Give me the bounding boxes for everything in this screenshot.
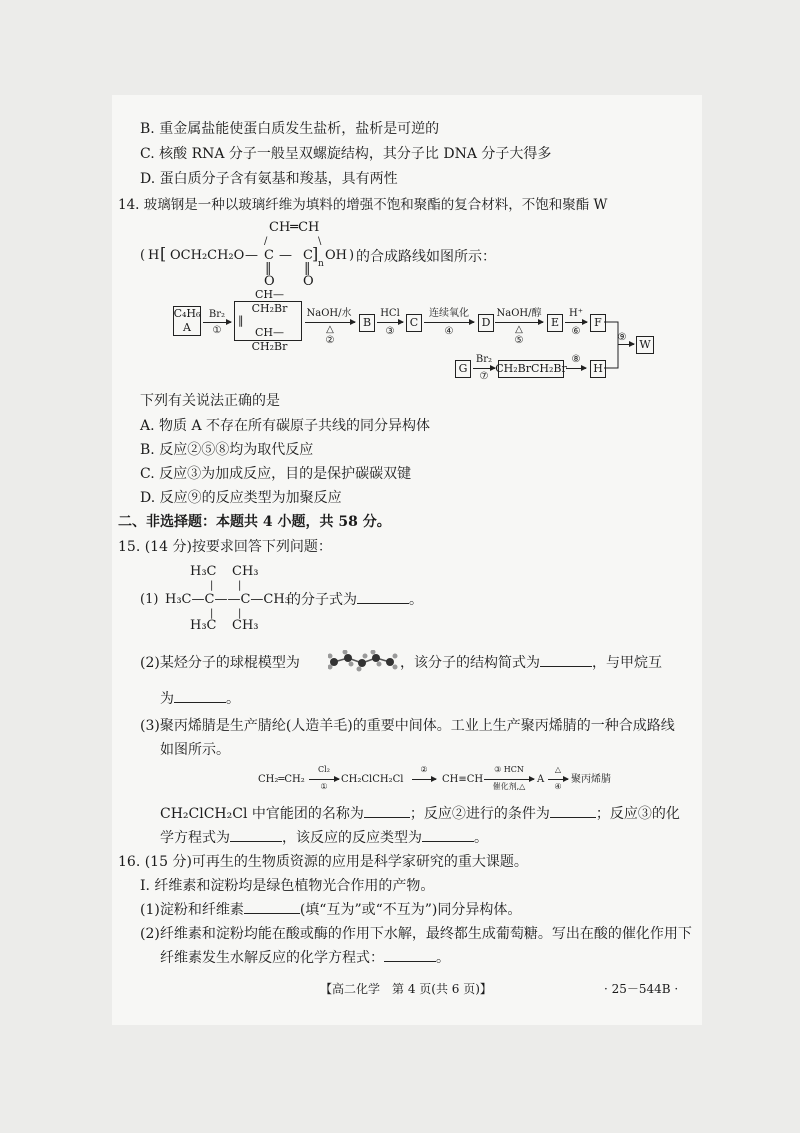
route-arrow4-top: △ (554, 765, 562, 774)
compound-g-box: G (455, 360, 471, 378)
struct-top: CH═CH (269, 220, 320, 235)
answer-blank-3[interactable] (174, 702, 226, 703)
struct-dbl-2: ‖ (304, 261, 311, 276)
dibromide-box (234, 288, 302, 353)
route-ethylene: CH₂═CH₂ (258, 774, 305, 785)
q16-part1: Ⅰ. 纤维素和淀粉均是绿色植物光合作用的产物。 (140, 878, 435, 894)
step-5: ⑤ (514, 335, 524, 346)
compound-b-box: B (359, 314, 375, 332)
route-arrow2-top: ② (420, 765, 428, 774)
reagent-1: Br₂ (208, 309, 226, 320)
q16-sub2-c-label: 。 (436, 950, 450, 966)
struct-bracket-right: ] (312, 244, 319, 263)
q16-sub1 (140, 901, 521, 919)
arrow-8 (566, 368, 586, 369)
q13-option-b: B. 重金属盐能使蛋白质发生盐析，盐析是可逆的 (140, 121, 440, 137)
compound-e-box: E (547, 314, 563, 332)
q15-part2-b-label: ，该分子的结构简式为 (400, 655, 540, 671)
struct-c2: C (303, 248, 313, 263)
route-arrow-2 (412, 779, 436, 780)
q14-option-b: B. 反应②⑤⑧均为取代反应 (140, 442, 314, 458)
q16-sub1-b: (填“互为”或“不互为”)同分异构体。 (299, 902, 522, 918)
merge-lines (604, 318, 638, 378)
part1-number: (1) (140, 592, 159, 607)
q15-part1-text (287, 591, 423, 609)
q15-part3-f-label: 学方程式为 (160, 830, 230, 846)
period-1: 。 (409, 592, 423, 608)
dibromoethane-box: CH₂BrCH₂Br (498, 360, 564, 378)
struct-oh: OH (325, 248, 347, 263)
answer-blank-8[interactable] (244, 913, 300, 914)
mol-bond-top-1: | (210, 580, 214, 591)
compound-a-label: A (183, 321, 191, 334)
mol-bond-top-2: | (238, 580, 242, 591)
q15-part2-d-label: 为 (160, 691, 174, 707)
struct-o-1: O (264, 274, 275, 289)
step-2: ② (325, 335, 335, 346)
mol-bond-bot-1: | (210, 608, 214, 619)
route-a: A (537, 774, 545, 785)
q16-sub1-a: (1)淀粉和纤维素 (140, 902, 244, 918)
q15-part3-c-label: CH₂ClCH₂Cl 中官能团的名称为 (160, 806, 364, 822)
route-arrow4-bottom: ④ (554, 782, 562, 791)
compound-w-box: W (636, 336, 654, 354)
struct-o-2: O (303, 274, 314, 289)
dibromide-bottom: CH—CH₂Br (251, 326, 288, 353)
struct-bond-1: — (245, 248, 258, 263)
mol-bond-bot-2: | (238, 608, 242, 619)
mol-ch3-bottom: CH₃ (232, 618, 259, 633)
cond-5: △ (515, 324, 523, 335)
footer-page-info: 【高二化学 第 4 页(共 6 页)】 (320, 982, 492, 996)
mol-h3c-top: H₃C (190, 564, 217, 579)
q14-option-c: C. 反应③为加成反应，目的是保护碳碳双键 (140, 466, 412, 482)
q16-sub2-b-label: 纤维素发生水解反应的化学方程式： (160, 950, 384, 966)
ball-and-stick-model-image (328, 650, 398, 672)
mol-main-chain: H₃C—C——C—CH₃ (165, 592, 290, 607)
q15-part3-d-label: ；反应②进行的条件为 (409, 806, 550, 822)
struct-n: n (318, 259, 324, 269)
mol-h3c-bottom: H₃C (190, 618, 217, 633)
answer-blank-2[interactable] (540, 666, 592, 667)
reagent-2: NaOH/水 (306, 308, 352, 319)
compound-d-box: D (478, 314, 494, 332)
route-arrow3-bottom: 催化剂,△ (492, 782, 526, 791)
compound-a-box (173, 306, 201, 336)
step-1: ① (212, 325, 222, 336)
q14-option-a: A. 物质 A 不存在所有碳原子共线的同分异构体 (140, 418, 431, 434)
q16-sub2-a: (2)纤维素和淀粉均能在酸或酶的作用下水解，最终都生成葡萄糖。写出在酸的催化作用下 (140, 926, 692, 942)
step-7: ⑦ (479, 371, 489, 382)
period-2: 。 (226, 691, 240, 707)
q15-part3-g-label: ，该反应的反应类型为 (282, 830, 422, 846)
answer-blank-4[interactable] (364, 817, 410, 818)
q15-part2-b (400, 654, 662, 672)
route-arrow-3 (484, 779, 534, 780)
q14-stem: 14. 玻璃钢是一种以玻璃纤维为填料的增强不饱和聚酯的复合材料，不饱和聚酯 W (118, 197, 608, 213)
q15-part2-c-label: ，与甲烷互 (592, 655, 662, 671)
struct-bond-2: — (279, 248, 292, 263)
reagent-7: Br₂ (475, 354, 493, 365)
q15-part3-e-label: ；反应③的化 (595, 806, 680, 822)
arrow-4 (424, 322, 474, 323)
dibromide-bond: ‖ (238, 314, 244, 327)
answer-blank-9[interactable] (384, 961, 436, 962)
mol-ch3-top: CH₃ (232, 564, 259, 579)
compound-f-box: F (590, 314, 606, 332)
q15-part1-label: 的分子式为 (287, 592, 357, 608)
section-heading: 二、非选择题：本题共 4 小题，共 58 分。 (118, 514, 391, 530)
arrow-3 (377, 322, 403, 323)
struct-c1: C (264, 248, 274, 263)
answer-blank-5[interactable] (550, 817, 596, 818)
arrow-2 (305, 322, 355, 323)
struct-close: ) (349, 248, 355, 263)
q15-part2-d (160, 690, 240, 708)
arrow-1 (203, 322, 231, 323)
struct-bracket-left: [ (160, 244, 167, 263)
q14-question: 下列有关说法正确的是 (140, 393, 280, 409)
reagent-3: HCl (380, 308, 400, 319)
route-arrow-1 (309, 779, 339, 780)
arrow-6 (565, 322, 587, 323)
struct-bond-left: / (264, 236, 268, 247)
struct-repeat-start: OCH₂CH₂O (170, 248, 245, 263)
struct-bond-right: \ (318, 236, 322, 247)
struct-h: H (148, 248, 160, 263)
footer-code: · 25－544B · (604, 982, 679, 996)
q14-stem-2: 的合成路线如图所示： (356, 249, 496, 265)
q15-stem: 15. (14 分)按要求回答下列问题： (118, 539, 332, 555)
reagent-6: H⁺ (569, 308, 583, 319)
q15-part3-c (160, 805, 680, 823)
arrow-9 (618, 344, 634, 345)
route-arrow1-top: Cl₂ (318, 765, 330, 774)
q15-part2-a: (2)某烃分子的球棍模型为 (140, 655, 300, 671)
arrow-5 (495, 322, 543, 323)
struct-dbl-1: ‖ (265, 261, 272, 276)
route-polyacrylonitrile: 聚丙烯腈 (571, 774, 611, 785)
q13-option-d: D. 蛋白质分子含有氨基和羧基，具有两性 (140, 171, 398, 187)
q15-part3-b: 如图所示。 (160, 742, 230, 758)
q15-part3-f (160, 829, 488, 847)
q16-stem: 16. (15 分)可再生的生物质资源的应用是科学家研究的重大课题。 (118, 854, 528, 870)
step-3: ③ (385, 326, 395, 337)
compound-h-box: H (590, 360, 606, 378)
route-dichloroethane: CH₂ClCH₂Cl (341, 774, 404, 785)
q13-option-c: C. 核酸 RNA 分子一般呈双螺旋结构，其分子比 DNA 分子大得多 (140, 146, 552, 162)
struct-open: ( (140, 248, 146, 263)
step-8: ⑧ (571, 354, 581, 365)
route-arrow1-bottom: ① (320, 782, 328, 791)
arrow-7 (473, 368, 495, 369)
compound-a-formula: C₄H₆ (173, 307, 201, 320)
route-arrow-4 (548, 779, 568, 780)
reagent-5: NaOH/醇 (496, 308, 542, 319)
answer-blank-1[interactable] (357, 603, 409, 604)
q16-sub2-b (160, 949, 450, 967)
q14-option-d: D. 反应⑨的反应类型为加聚反应 (140, 490, 342, 506)
step-6: ⑥ (571, 326, 581, 337)
route-acetylene: CH≡CH (442, 774, 484, 785)
compound-c-box: C (406, 314, 422, 332)
route-arrow3-top: ③ HCN (494, 765, 524, 774)
answer-blank-7[interactable] (422, 841, 474, 842)
q15-part3-a: (3)聚丙烯腈是生产腈纶(人造羊毛)的重要中间体。工业上生产聚丙烯腈的一种合成路线 (140, 718, 675, 734)
step-4: ④ (444, 326, 454, 337)
reagent-4: 连续氧化 (429, 308, 469, 319)
step-9: ⑨ (617, 332, 627, 343)
dibromide-top: CH—CH₂Br (251, 288, 288, 315)
answer-blank-6[interactable] (230, 841, 282, 842)
q15-part3-h-label: 。 (474, 830, 488, 846)
cond-2: △ (326, 324, 334, 335)
